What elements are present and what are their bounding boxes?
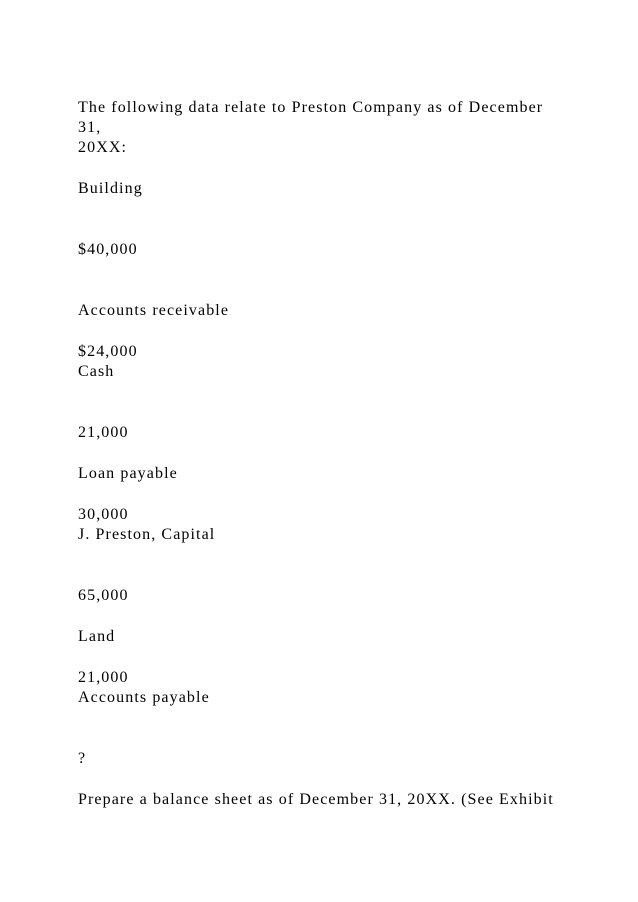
item-value-loan-payable: 30,000 bbox=[78, 506, 129, 523]
item-value-accounts-payable: ? bbox=[78, 750, 87, 767]
item-label-loan-payable: Loan payable bbox=[78, 465, 178, 482]
intro-line-3: 20XX: bbox=[78, 139, 128, 156]
item-label-cash: Cash bbox=[78, 363, 115, 380]
item-label-land: Land bbox=[78, 628, 116, 645]
item-label-building: Building bbox=[78, 180, 143, 197]
instruction-text: Prepare a balance sheet as of December 31, 20XX. (See Exhibit bbox=[78, 791, 554, 808]
item-label-accounts-receivable: Accounts receivable bbox=[78, 302, 230, 319]
intro-line-2: 31, bbox=[78, 119, 102, 136]
item-value-cash: 21,000 bbox=[78, 424, 129, 441]
item-label-capital: J. Preston, Capital bbox=[78, 526, 216, 543]
item-value-capital: 65,000 bbox=[78, 587, 129, 604]
item-value-land: 21,000 bbox=[78, 669, 129, 686]
item-label-accounts-payable: Accounts payable bbox=[78, 689, 210, 706]
intro-line-1: The following data relate to Preston Company as of December bbox=[78, 99, 544, 116]
item-value-accounts-receivable: $24,000 bbox=[78, 343, 138, 360]
item-value-building: $40,000 bbox=[78, 241, 138, 258]
